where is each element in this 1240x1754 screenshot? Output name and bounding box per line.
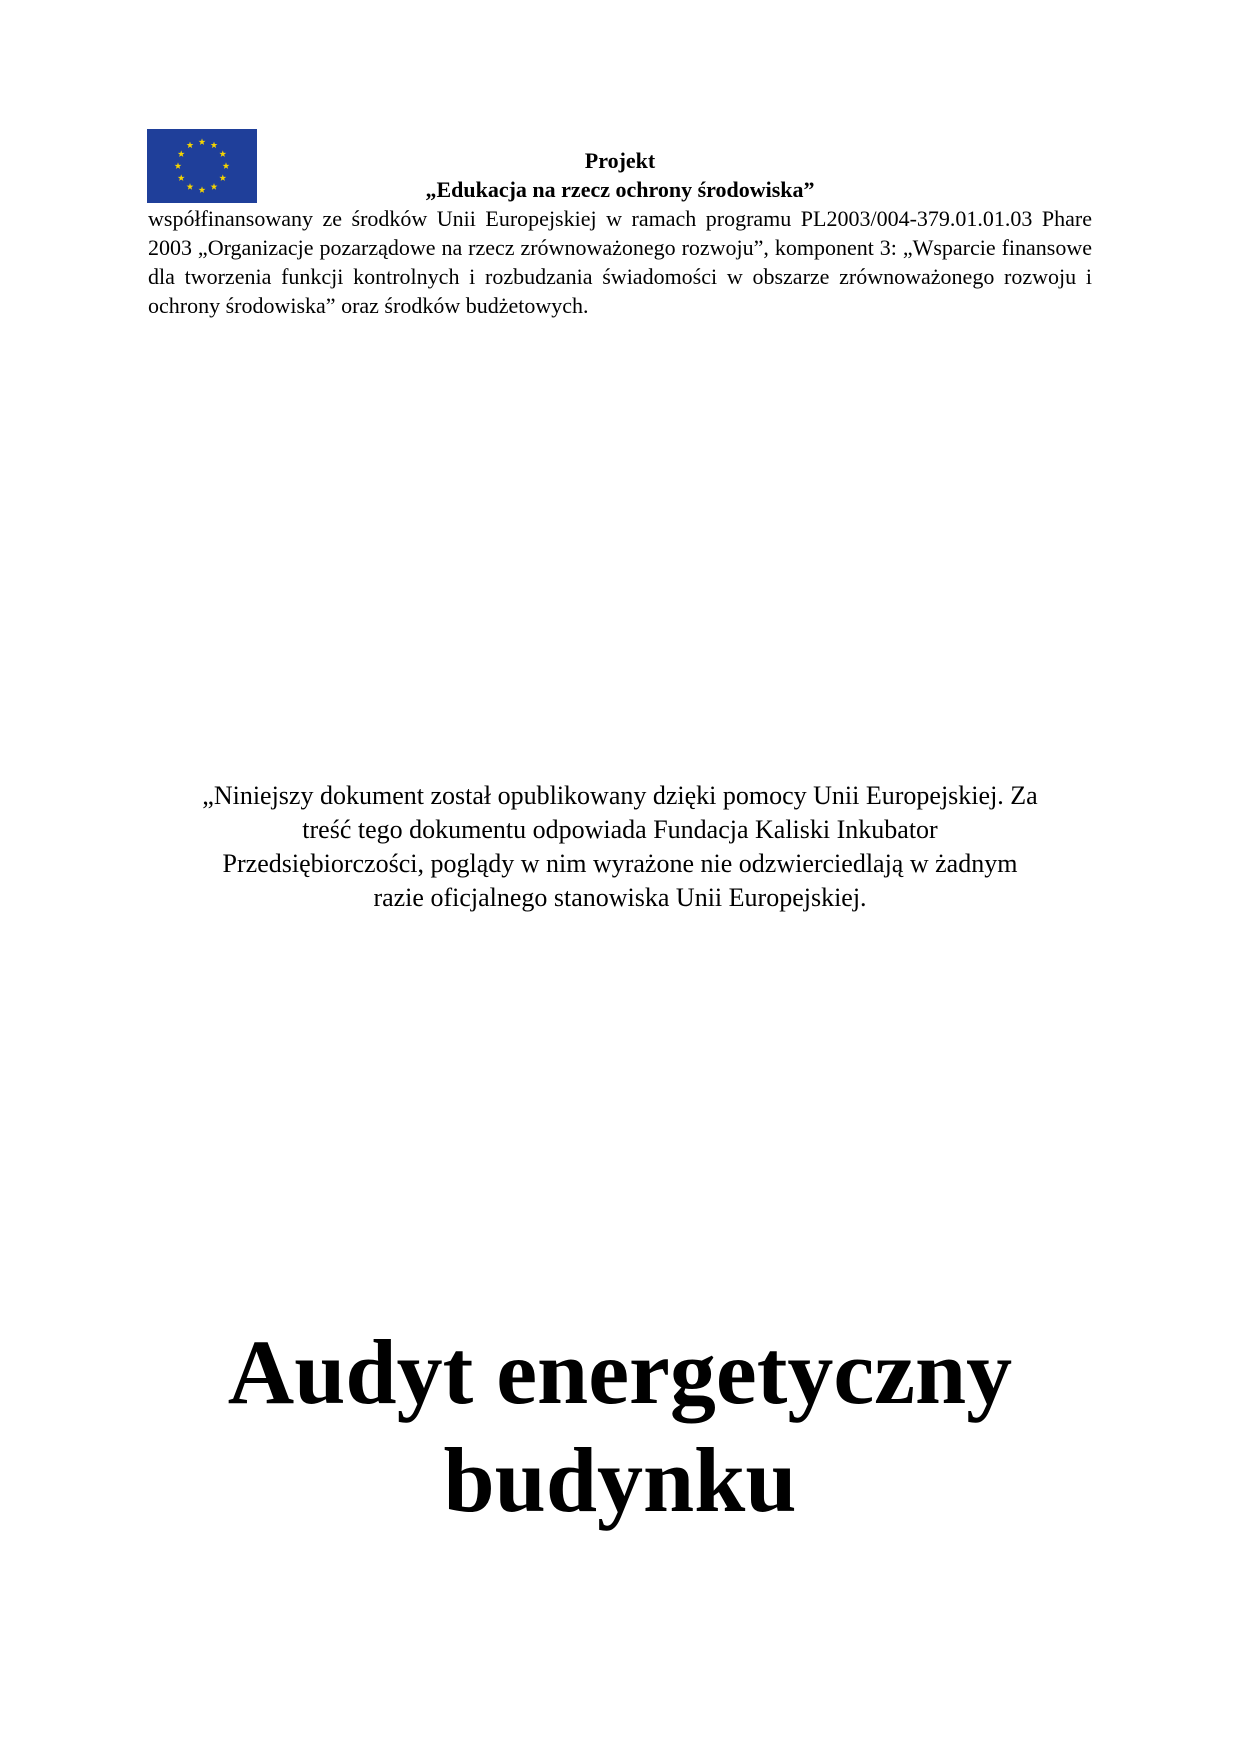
- disclaimer-line: Przedsiębiorczości, poglądy w nim wyrażone nie odzwierciedlają w żadnym: [222, 849, 1018, 878]
- title-line: budynku: [443, 1429, 797, 1531]
- project-label: Projekt: [584, 148, 656, 173]
- disclaimer-line: treść tego dokumentu odpowiada Fundacja Kaliski Inkubator: [302, 815, 938, 844]
- funding-statement: współfinansowany ze środków Unii Europejskiej w ramach programu PL2003/004-379.01.01.03 Phare 2003 „Organizacje pozarządowe na rzecz zrównoważonego rozwoju”, komponent 3: „Wsparcie finansowe dla tworzenia funkcji kontrolnych i rozbudzania świadomości w obszarze zrównoważonego rozwoju i ochrony środowiska” oraz środków budżetowych.: [148, 206, 1092, 318]
- title-line: Audyt energetyczny: [227, 1321, 1013, 1423]
- project-title: „Edukacja na rzecz ochrony środowiska”: [425, 177, 815, 202]
- project-header: [148, 146, 1092, 320]
- disclaimer-line: „Niniejszy dokument został opublikowany dzięki pomocy Unii Europejskiej. Za: [202, 781, 1038, 810]
- disclaimer-line: razie oficjalnego stanowiska Unii Europejskiej.: [373, 883, 867, 912]
- document-title: [100, 1318, 1140, 1534]
- eu-disclaimer: [140, 779, 1100, 915]
